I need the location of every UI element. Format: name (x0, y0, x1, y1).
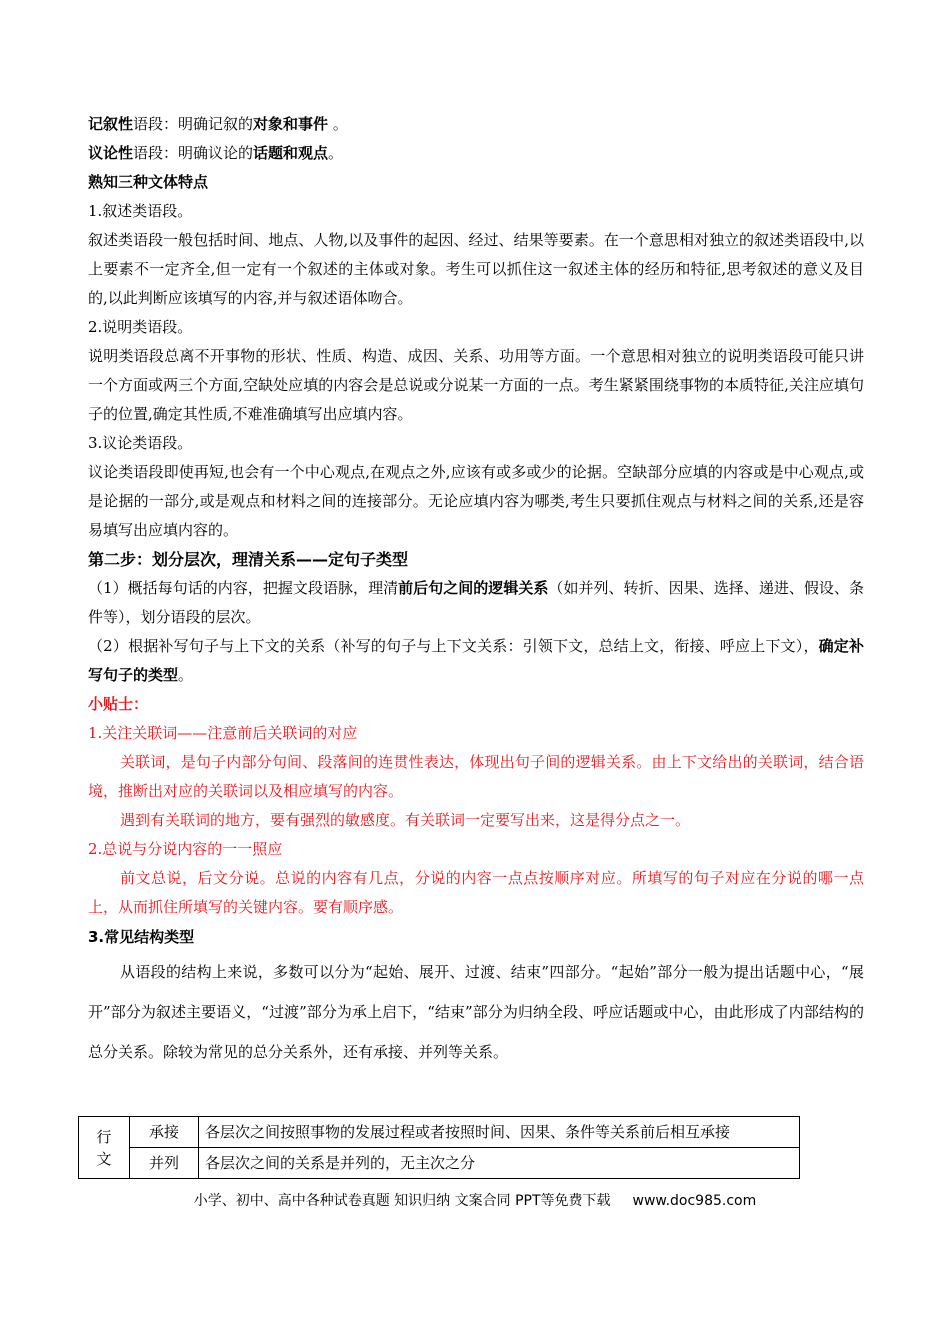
footer-text: 小学、初中、高中各种试卷真题 知识归纳 文案合同 PPT等免费下载 (193, 1193, 611, 1209)
table-group-label (79, 1117, 130, 1179)
tips-heading: 小贴士： (88, 695, 149, 713)
argument-term: 议论性 (88, 144, 134, 162)
footer-url[interactable]: www.doc985.com (632, 1193, 757, 1209)
table-row (79, 1117, 800, 1148)
three-types-text: 熟知三种文体特点 (88, 173, 209, 191)
structure-heading: 3.常见结构类型 (88, 928, 195, 946)
narration-title: 1.叙述类语段。 (88, 202, 193, 220)
table-desc-cell: 各层次之间按照事物的发展过程或者按照时间、因果、条件等关系前后相互承接 (199, 1117, 800, 1148)
narrative-mid: 语段：明确记叙的 (133, 115, 254, 133)
exposition-body: 说明类语段总离不开事物的形状、性质、构造、成因、关系、功用等方面。一个意思相对独立的说明类语段可能只讲一个方面或两三个方面,空缺处应填的内容会是总说或分说某一方面的一点。考生紧紧围绕事物的本质特征,关注应填句子的位置,确定其性质,不难准确填写出应填内容。 (88, 347, 864, 423)
narrative-end: 。 (328, 115, 348, 133)
step2-p1-b: （如并列、转折、因果、选择、递进、假设、条件等），划分语段的层次。 (88, 579, 864, 626)
tip-2-paragraph-1: 前文总说，后文分说。总说的内容有几点，分说的内容一点点按顺序对应。所填写的句子对应在分说的哪一点上，从而抓住所填写的关键内容。要有顺序感。 (88, 869, 864, 916)
table-type-cell: 并列 (130, 1148, 199, 1179)
tip-1-title: 1.关注关联词——注意前后关联词的对应 (88, 724, 358, 742)
narrative-bold: 对象和事件 (253, 115, 329, 133)
narrative-definition (88, 110, 864, 139)
structure-table (78, 1116, 800, 1179)
table-row (79, 1148, 800, 1179)
argument-end: 。 (328, 144, 344, 162)
document-page (88, 110, 864, 1072)
tip-1-paragraph-2: 遇到有关联词的地方，要有强烈的敏感度。有关联词一定要写出来，这是得分点之一。 (120, 811, 691, 829)
group-label-1: 行 (96, 1127, 112, 1146)
argument-mid: 语段：明确议论的 (133, 144, 254, 162)
tip-1-paragraph-1: 关联词，是句子内部分句间、段落间的连贯性表达，体现出句子间的逻辑关系。由上下文给出的关联词，结合语境，推断出对应的关联词以及相应填写的内容。 (88, 753, 864, 800)
argument-definition (88, 139, 864, 168)
step2-heading: 第二步：划分层次，理清关系——定句子类型 (88, 550, 409, 569)
table-type-cell: 承接 (130, 1117, 199, 1148)
structure-body: 从语段的结构上来说，多数可以分为“起始、展开、过渡、结束”四部分。“起始”部分一般为提出话题中心，“展开”部分为叙述主要语义，“过渡”部分为承上启下，“结束”部分为归纳全段、呼应话题或中心，由此形成了内部结构的总分关系。除较为常见的总分关系外，还有承接、并列等关系。 (88, 963, 864, 1061)
argument-bold: 话题和观点 (253, 144, 329, 162)
table-desc-cell: 各层次之间的关系是并列的，无主次之分 (199, 1148, 800, 1179)
group-label-2: 文 (96, 1149, 112, 1168)
step2-p2-b: 。 (178, 666, 194, 684)
step2-p2-bold: 确定补写句子的类型 (88, 637, 864, 684)
exposition-title: 2.说明类语段。 (88, 318, 193, 336)
step2-p2-a: （2）根据补写句子与上下文的关系（补写的句子与上下文关系：引领下文，总结上文，衔接、呼应上下文）， (88, 637, 819, 655)
step2-paragraph-1 (88, 574, 864, 632)
narration-body: 叙述类语段一般包括时间、地点、人物,以及事件的起因、经过、结果等要素。在一个意思相对独立的叙述类语段中,以上要素不一定齐全,但一定有一个叙述的主体或对象。考生可以抓住这一叙述主体的经历和特征,思考叙述的意义及目的,以此判断应该填写的内容,并与叙述语体吻合。 (88, 231, 864, 307)
tip-2-title: 2.总说与分说内容的一一照应 (88, 840, 283, 858)
step2-p1-bold: 前后句之间的逻辑关系 (398, 579, 549, 597)
page-footer (0, 1190, 950, 1210)
argumentation-title: 3.议论类语段。 (88, 434, 193, 452)
step2-paragraph-2 (88, 632, 864, 690)
three-types-heading (88, 168, 864, 197)
argumentation-body: 议论类语段即使再短,也会有一个中心观点,在观点之外,应该有或多或少的论据。空缺部分应填的内容或是中心观点,或是论据的一部分,或是观点和材料之间的连接部分。无论应填内容为哪类,考生只要抓住观点与材料之间的关系,还是容易填写出应填内容的。 (88, 463, 864, 539)
narrative-term: 记叙性 (88, 115, 134, 133)
step2-p1-a: （1）概括每句话的内容，把握文段语脉，理清 (88, 579, 399, 597)
